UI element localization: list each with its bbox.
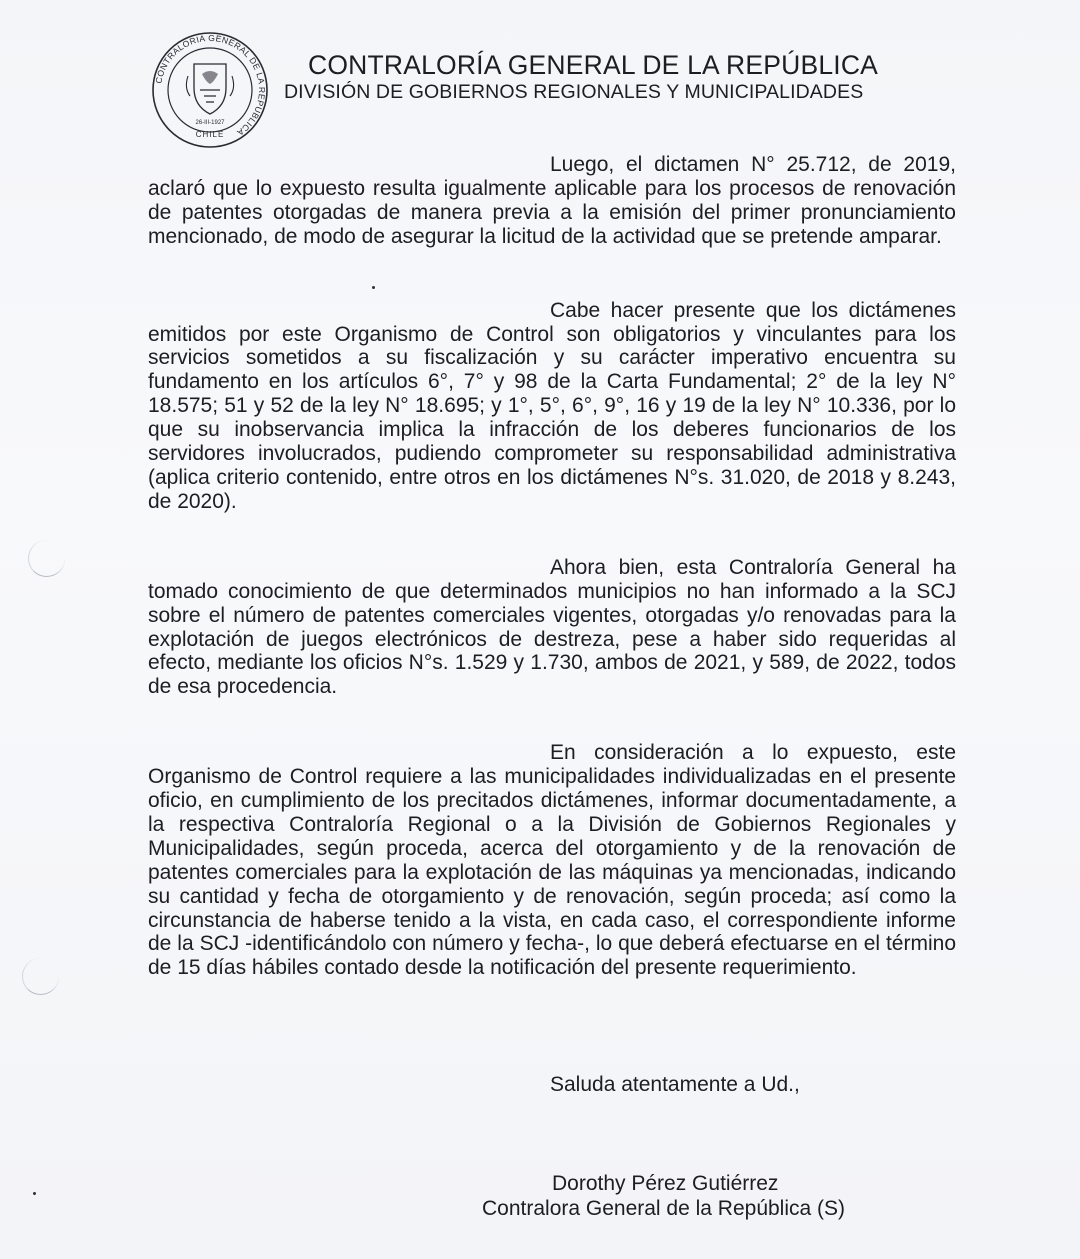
seal-ring-text: CONTRALORIA GENERAL DE LA REPUBLICA (153, 32, 268, 139)
paragraph-3: Ahora bien, esta Contraloría General ha tomado conocimiento de que determinados municipios no han informado a la SCJ sobre el número de patentes comerciales vigentes, otorgadas y/o renovadas para la explotación de juegos electrónicos de destreza, pese a haber sido requeridas al efecto, mediante los oficios N°s. 1.529 y 1.730, ambos de 2021, y 589, de 2022, todos de esa procedencia. (148, 555, 956, 699)
signatory-name: Dorothy Pérez Gutiérrez (552, 1172, 779, 1195)
letterhead (284, 50, 924, 104)
seal-country: CHILE (195, 130, 225, 139)
paper-speck (372, 286, 375, 289)
signatory-role: Contralora General de la República (S) (482, 1197, 846, 1220)
paragraph-2: Cabe hacer presente que los dictámenes emitidos por este Organismo de Control son obligatorios y vinculantes para los servicios sometidos a su fiscalización y su carácter imperativo encuentra su fundamento en los artículos 6°, 7° y 98 de la Carta Fundamental; 2° de la ley N° 18.575; 51 y 52 de la ley N° 18.695; y 1°, 5°, 6°, 9°, 16 y 19 de la ley N° 10.336, por lo que su inobservancia implica la infracción de los deberes funcionarios de los servidores involucrados, pudiendo comprometer su responsabilidad administrativa (aplica criterio contenido, entre otros en los dictámenes N°s. 31.020, de 2018 y 8.243, de 2020). (148, 298, 956, 513)
division-subtitle: DIVISIÓN DE GOBIERNOS REGIONALES Y MUNICIPALIDADES (284, 81, 864, 103)
seal-date: 26-III-1927 (195, 120, 225, 126)
punch-hole-mark (22, 958, 59, 995)
punch-hole-mark (28, 540, 65, 577)
letter-body (148, 153, 956, 980)
institution-title: CONTRALORÍA GENERAL DE LA REPÚBLICA (308, 50, 879, 80)
paragraph-4: En consideración a lo expuesto, este Organismo de Control requiere a las municipalidades individualizadas en el presente oficio, en cumplimiento de los precitados dictámenes, informar documentadamente, a la respectiva Contraloría Regional o a la División de Gobiernos Regionales y Municipalidades, según proceda, acerca del otorgamiento y de la renovación de patentes comerciales para la explotación de las máquinas ya mencionadas, indicando su cantidad y fecha de otorgamiento y de renovación, según proceda; así como la circunstancia de haberse tenido a la vista, en cada caso, el correspondiente informe de la SCJ -identificándolo con número y fecha-, lo que deberá efectuarse en el término de 15 días hábiles contado desde la notificación del presente requerimiento. (148, 741, 956, 980)
contraloria-seal-icon (150, 30, 270, 150)
paragraph-1: Luego, el dictamen N° 25.712, de 2019, aclaró que lo expuesto resulta igualmente aplicable para los procesos de renovación de patentes otorgadas de manera previa a la emisión del primer pronunciamiento mencionado, de modo de asegurar la licitud de la actividad que se pretende amparar. (148, 153, 956, 248)
closing-salutation: Saluda atentamente a Ud., (550, 1073, 800, 1096)
paper-speck (33, 1192, 36, 1195)
